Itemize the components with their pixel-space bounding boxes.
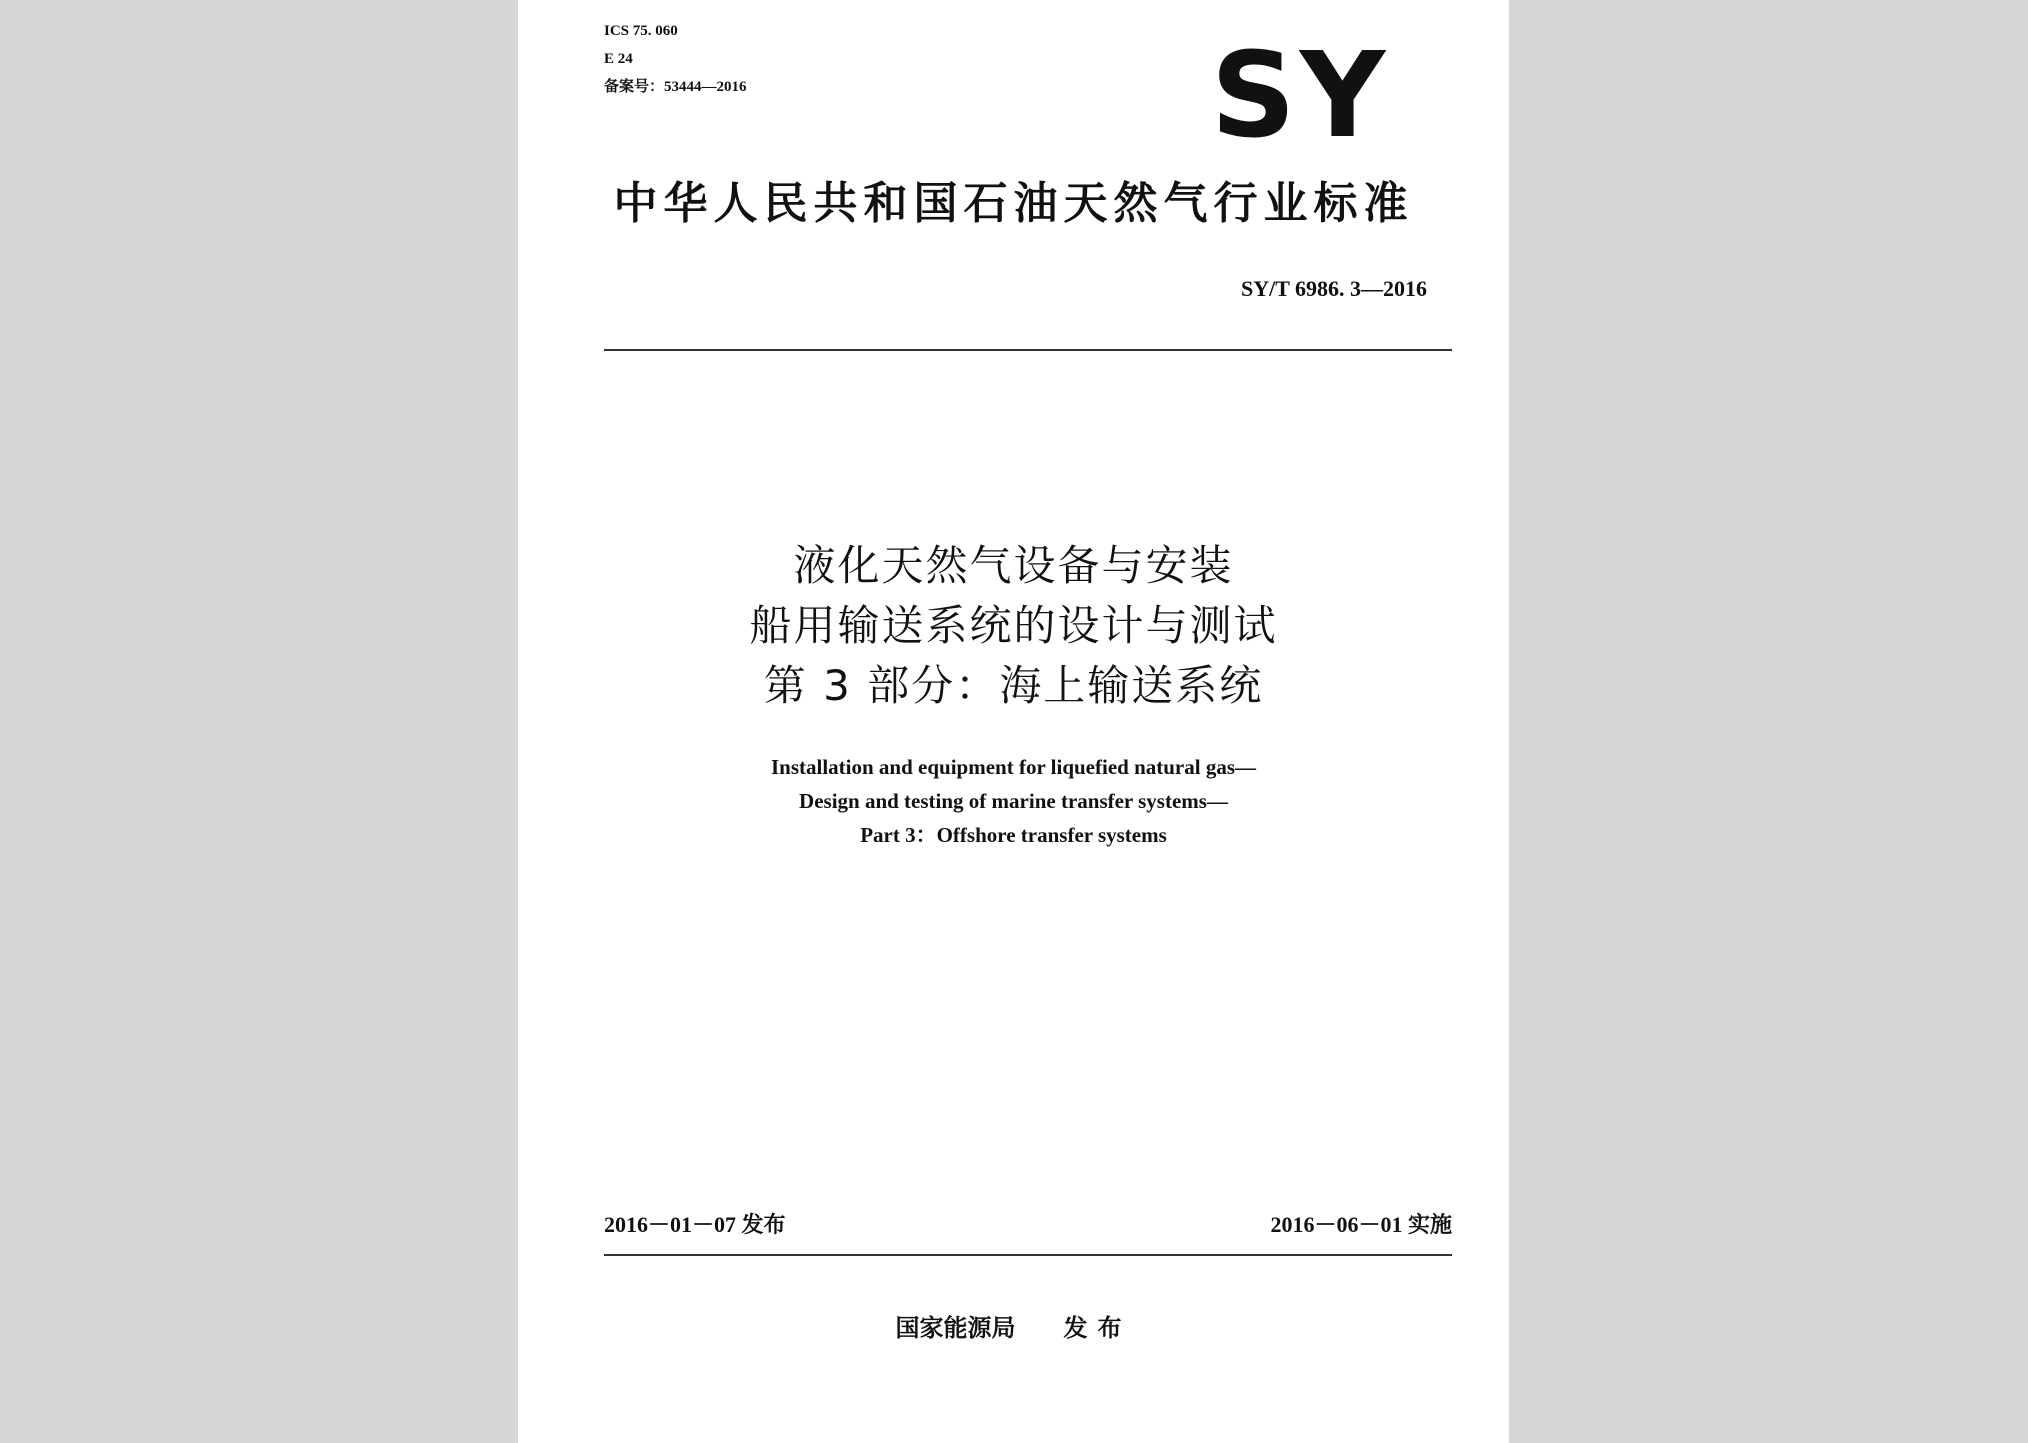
category-code: E 24 (604, 51, 633, 67)
document-page (518, 0, 1509, 1443)
title-cn-line-3: 第 3 部分：海上输送系统 (763, 661, 1264, 710)
issue-date: 2016－01－07 发布 (604, 1212, 786, 1237)
org-name: 中华人民共和国石油天然气行业标准 (613, 178, 1414, 229)
title-cn-line-2: 船用输送系统的设计与测试 (749, 601, 1278, 650)
title-en-line-2: Design and testing of marine transfer systems— (799, 789, 1228, 813)
title-cn-line-1: 液化天然气设备与安装 (793, 541, 1234, 590)
publisher-line (518, 1308, 1509, 1343)
standard-code: SY/T 6986. 3—2016 (1240, 276, 1427, 301)
ics-number: ICS 75. 060 (604, 23, 678, 39)
publish-verb: 发布 (1063, 1314, 1132, 1342)
title-en-line-1: Installation and equipment for liquefied natural gas— (770, 755, 1257, 779)
publisher-name: 国家能源局 (895, 1314, 1016, 1342)
record-number: 备案号：53444—2016 (604, 79, 747, 95)
bottom-divider (604, 1254, 1452, 1256)
top-divider (604, 349, 1452, 351)
sy-logo-text: SY (1210, 40, 1390, 150)
title-en-line-3: Part 3：Offshore transfer systems (860, 823, 1167, 847)
implementation-date: 2016－06－01 实施 (1270, 1212, 1452, 1237)
sy-logo (1200, 40, 1400, 150)
